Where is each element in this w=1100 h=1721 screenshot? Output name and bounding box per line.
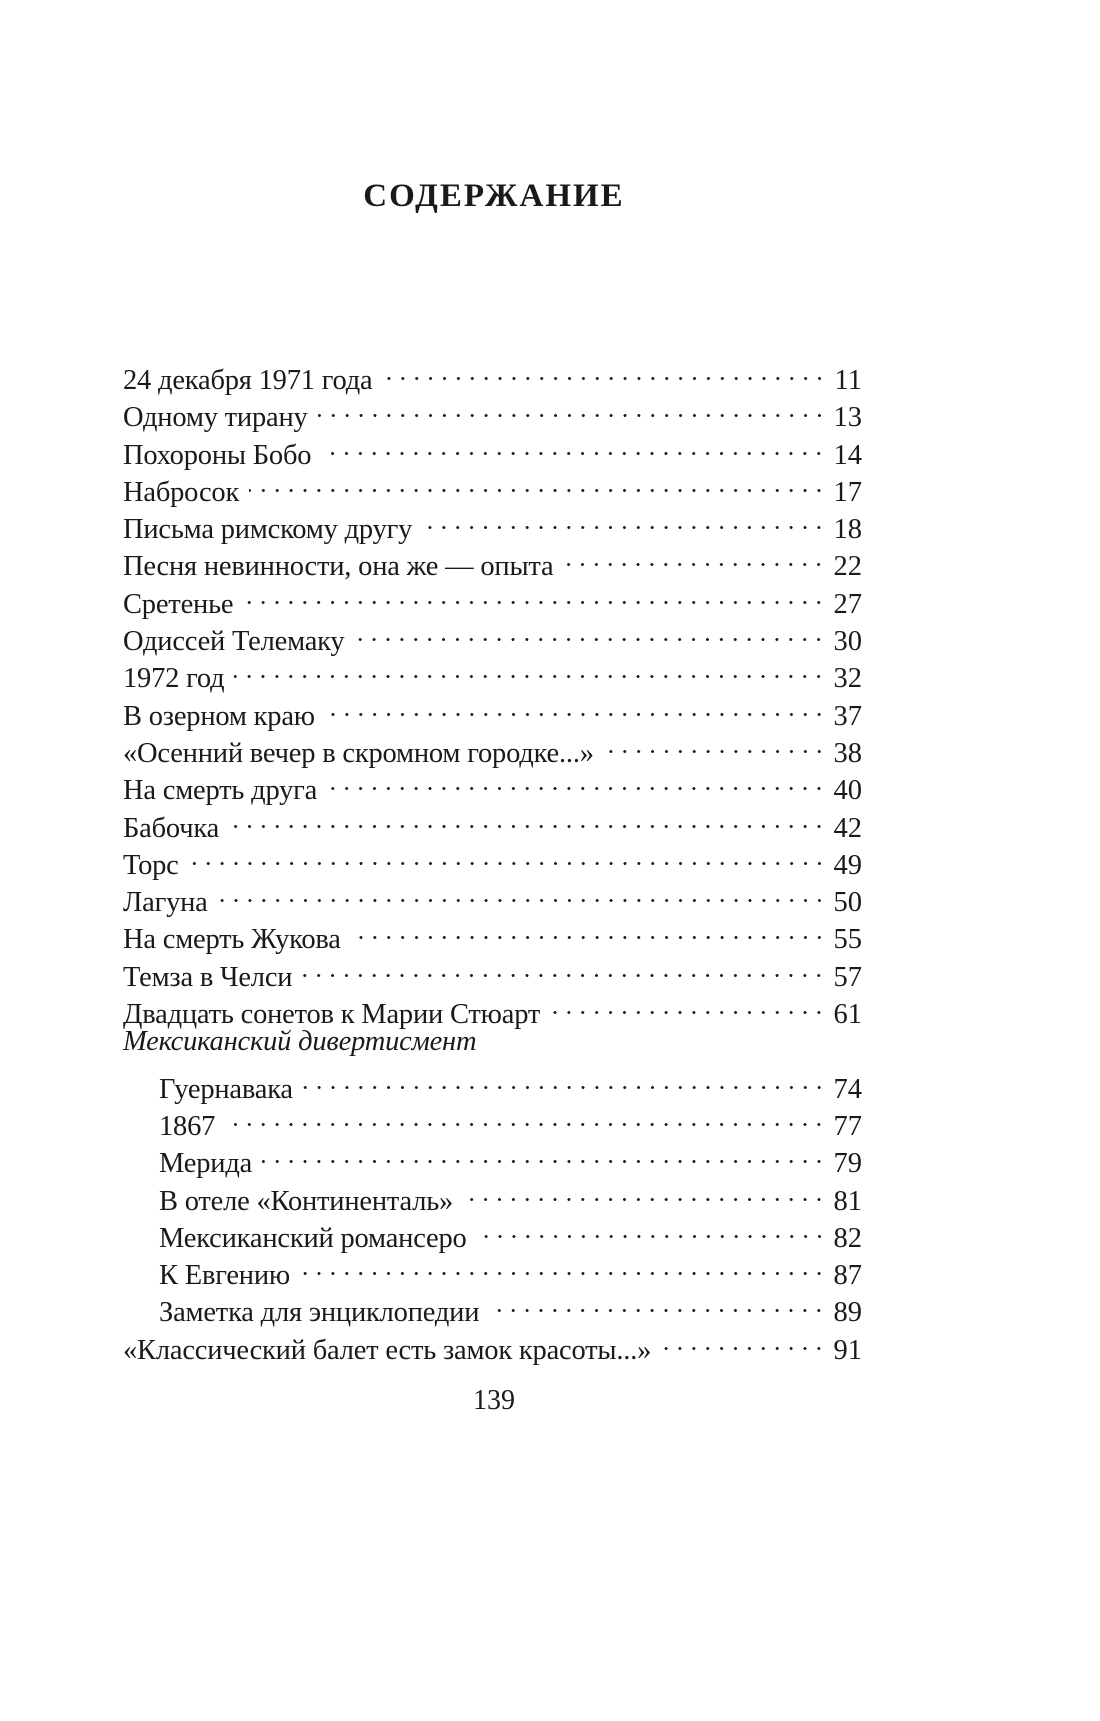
toc-entry-title: В озерном краю	[123, 700, 315, 732]
toc-entry	[123, 800, 862, 844]
dot-leader	[354, 613, 826, 650]
toc-entry-page: 91	[833, 1334, 862, 1366]
toc-entry-page: 14	[833, 439, 862, 471]
dot-leader	[661, 1322, 826, 1359]
dot-leader	[327, 762, 826, 799]
page-title: СОДЕРЖАНИЕ	[363, 178, 625, 214]
toc-entry-title: Гуернавака	[159, 1073, 293, 1105]
toc-entry-page: 55	[833, 924, 862, 956]
toc-entry-title: Сретенье	[123, 588, 234, 620]
toc-entry-title: Бабочка	[123, 812, 220, 844]
dot-leader	[463, 1173, 826, 1210]
toc-entry-page: 30	[833, 626, 862, 658]
toc-entry-title: Песня невинности, она же — опыта	[123, 551, 554, 583]
toc-subentry	[123, 1061, 862, 1105]
toc-entry-title: На смерть Жукова	[123, 924, 341, 956]
toc-entry	[123, 352, 862, 396]
dot-leader	[302, 949, 826, 986]
toc-entry-page: 87	[833, 1260, 862, 1292]
dot-leader	[243, 576, 826, 613]
dot-leader	[303, 1061, 826, 1098]
dot-leader	[300, 1247, 826, 1284]
dot-leader	[234, 650, 826, 687]
dot-leader	[218, 874, 826, 911]
dot-leader	[550, 986, 826, 1023]
dot-leader	[383, 352, 826, 389]
toc-subentry	[123, 1135, 862, 1180]
dot-leader	[325, 688, 826, 725]
toc-entry-title: В отеле «Континенталь»	[159, 1185, 454, 1217]
toc-entry	[123, 613, 862, 658]
toc-section-title: Мексиканский дивертисмент	[123, 1026, 477, 1058]
dot-leader	[563, 538, 826, 575]
toc-entry-page: 38	[833, 737, 862, 769]
toc-entry-page: 81	[833, 1185, 862, 1217]
toc-entry-title: 1867	[159, 1110, 216, 1142]
toc-entry-page: 37	[833, 700, 862, 732]
toc-entry-page: 11	[834, 365, 862, 396]
toc-entry-page: 18	[833, 514, 862, 546]
toc-entry-page: 22	[833, 551, 862, 583]
toc-entry-title: Мерида	[159, 1148, 253, 1180]
toc-entry-page: 77	[833, 1110, 862, 1142]
toc-entry	[123, 688, 862, 732]
toc-entry-page: 50	[833, 887, 862, 919]
toc-entry-page: 57	[833, 961, 862, 993]
toc-entry-title: К Евгению	[159, 1260, 290, 1292]
table-of-contents	[123, 352, 862, 1366]
toc-entry-page: 17	[833, 476, 862, 508]
toc-entry-page: 79	[833, 1148, 862, 1180]
toc-entry-title: Письма римскому другу	[123, 514, 413, 546]
dot-leader	[262, 1135, 826, 1172]
dot-leader	[318, 389, 826, 426]
dot-leader	[189, 837, 826, 874]
toc-entry-page: 61	[833, 999, 862, 1031]
dot-leader	[604, 725, 826, 762]
toc-entry-title: «Классический балет есть замок красоты...»	[123, 1334, 652, 1366]
toc-entry-title: Двадцать сонетов к Марии Стюарт	[123, 999, 541, 1031]
dot-leader	[249, 464, 826, 501]
toc-entry	[123, 874, 862, 919]
toc-entry-page: 82	[833, 1222, 862, 1254]
toc-entry-page: 49	[833, 849, 862, 881]
dot-leader	[351, 911, 826, 948]
toc-entry-page: 27	[833, 588, 862, 620]
toc-entry	[123, 650, 862, 695]
toc-entry-title: Набросок	[123, 476, 240, 508]
toc-entry-title: Лагуна	[123, 887, 208, 919]
toc-entry-title: 24 декабря 1971 года	[123, 365, 373, 396]
toc-entry-title: Заметка для энциклопедии	[159, 1297, 480, 1329]
toc-entry-title: Торс	[123, 849, 179, 881]
page-number: 139	[473, 1385, 515, 1416]
dot-leader	[225, 1098, 826, 1135]
toc-entry-page: 13	[833, 402, 862, 434]
toc-entry-title: Мексиканский романсеро	[159, 1222, 467, 1254]
toc-entry-page: 40	[833, 775, 862, 807]
dot-leader	[422, 501, 826, 538]
dot-leader	[321, 427, 826, 464]
toc-entry-title: Похороны Бобо	[123, 439, 312, 471]
toc-entry-page: 42	[833, 812, 862, 844]
toc-entry-title: «Осенний вечер в скромном городке...»	[123, 737, 594, 769]
toc-entry	[123, 837, 862, 881]
toc-entry-title: На смерть друга	[123, 775, 318, 807]
dot-leader	[477, 1210, 826, 1247]
toc-entry-page: 32	[833, 663, 862, 695]
toc-subentry	[123, 1098, 862, 1142]
toc-entry-title: Одиссей Телемаку	[123, 626, 345, 658]
toc-entry-title: Одному тирану	[123, 402, 308, 434]
dot-leader	[229, 800, 826, 837]
toc-entry-page: 74	[833, 1073, 862, 1105]
toc-entry-title: 1972 год	[123, 663, 225, 695]
toc-entry-page: 89	[833, 1297, 862, 1329]
toc-entry	[123, 911, 862, 956]
dot-leader	[489, 1284, 826, 1321]
toc-entry-title: Темза в Челси	[123, 961, 293, 993]
